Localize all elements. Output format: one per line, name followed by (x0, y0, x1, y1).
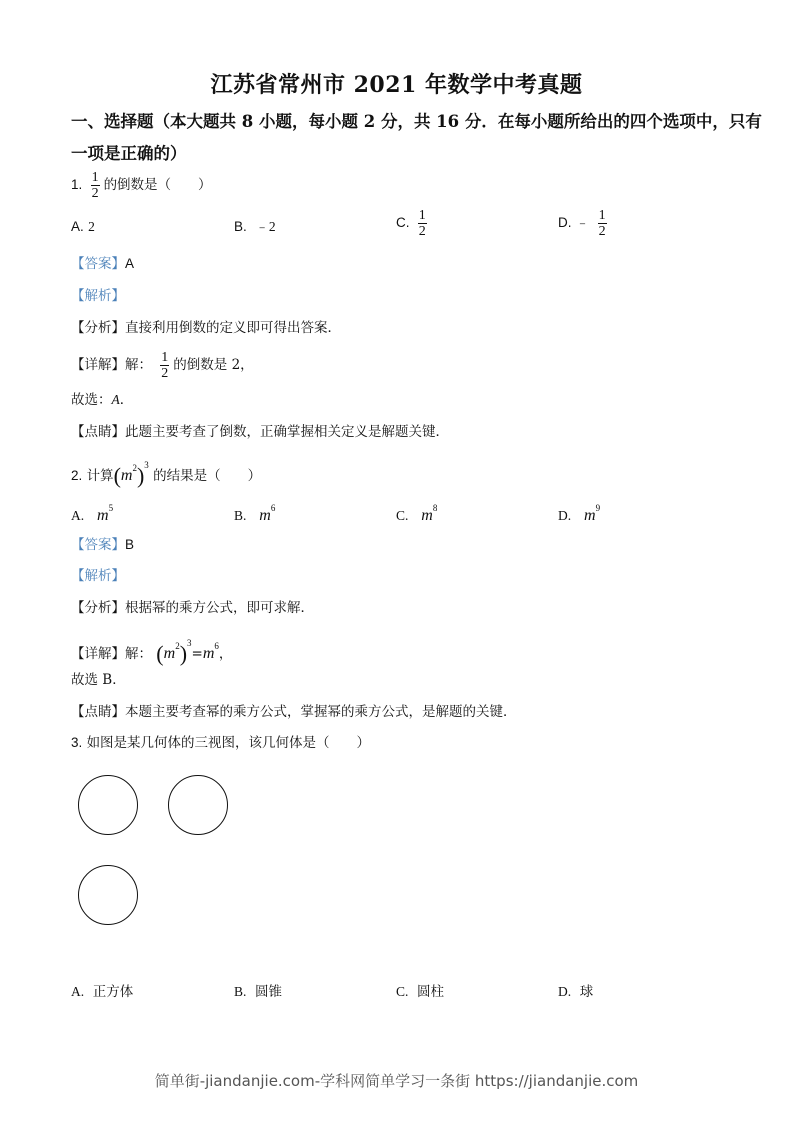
q3-option-b: B. 圆锥 (234, 984, 282, 1000)
question-1-stem: 1. $\frac{1}{2}$ 的倒数是（ ） (71, 170, 212, 201)
fraction: $\frac{1}{2}$ (161, 350, 169, 381)
section-heading-line2: 一项是正确的） (71, 144, 187, 163)
q3-option-d: D. 球 (558, 984, 594, 1000)
answer-label: 【答案】 (71, 256, 125, 272)
section-heading-line1: 一、选择题（本大题共 8 小题，每小题 2 分，共 16 分．在每小题所给出的四个选项中，只有 (71, 112, 762, 131)
q2-answer (71, 535, 134, 555)
fraction: $\frac{1}{2}$ (418, 208, 426, 239)
answer-label: 【答案】 (71, 537, 125, 553)
q1-option-c: C. $\frac{1}{2}$ (396, 208, 426, 239)
q2-option-d: D. $m^9$ (558, 503, 601, 524)
q2-fenxi: 【分析】根据幂的乘方公式，即可求解． (71, 600, 314, 616)
q3-option-a: A. 正方体 (71, 984, 134, 1000)
q2-dianjing: 【点睛】本题主要考查幂的乘方公式，掌握幂的乘方公式，是解题的关键． (71, 704, 517, 720)
question-number: 2. (71, 468, 83, 483)
q3-option-c: C. 圆柱 (396, 984, 444, 1000)
question-number: 1. (71, 177, 83, 192)
question-number: 3. (71, 735, 83, 750)
question-2-stem: 2. 计算$(m^2)^3$ 的结果是（ ） (71, 460, 262, 488)
page-title: 江苏省常州市 2021 年数学中考真题 (210, 72, 583, 98)
footer-watermark: 简单街-jiandanjie.com-学科网简单学习一条街 https://jiandanjie.com (154, 1072, 639, 1090)
fraction: $\frac{1}{2}$ (598, 208, 606, 239)
q2-analysis-label: 【解析】 (71, 568, 125, 584)
question-3-stem: 3. 如图是某几何体的三视图，该几何体是（ ） (71, 735, 371, 751)
q1-analysis-label: 【解析】 (71, 288, 125, 304)
fraction: $\frac{1}{2}$ (91, 170, 99, 201)
q1-choose: 故选：A． (71, 392, 134, 408)
q1-fenxi: 【分析】直接利用倒数的定义即可得出答案． (71, 320, 341, 336)
top-view-circle (78, 865, 138, 925)
q1-option-b: B. ﹣2 (234, 219, 276, 234)
q1-answer (71, 254, 134, 274)
answer-value: B (125, 537, 135, 552)
side-view-circle (168, 775, 228, 835)
front-view-circle (78, 775, 138, 835)
q2-option-c: C. $m^8$ (396, 503, 438, 524)
q2-choose: 故选 B． (71, 672, 126, 688)
q1-option-d: D. ﹣ $\frac{1}{2}$ (558, 208, 606, 239)
q1-option-a: A. 2 (71, 219, 95, 234)
q2-option-a: A. $m^5$ (71, 503, 114, 524)
answer-value: A (125, 256, 135, 271)
q2-xiangjie: 【详解】解： $(m^2)^3=m^6$， (71, 638, 233, 666)
q1-xiangjie: 【详解】解： $\frac{1}{2}$ 的倒数是 2， (71, 350, 254, 381)
q2-option-b: B. $m^6$ (234, 503, 276, 524)
q1-dianjing: 【点睛】此题主要考查了倒数，正确掌握相关定义是解题关键． (71, 424, 449, 440)
